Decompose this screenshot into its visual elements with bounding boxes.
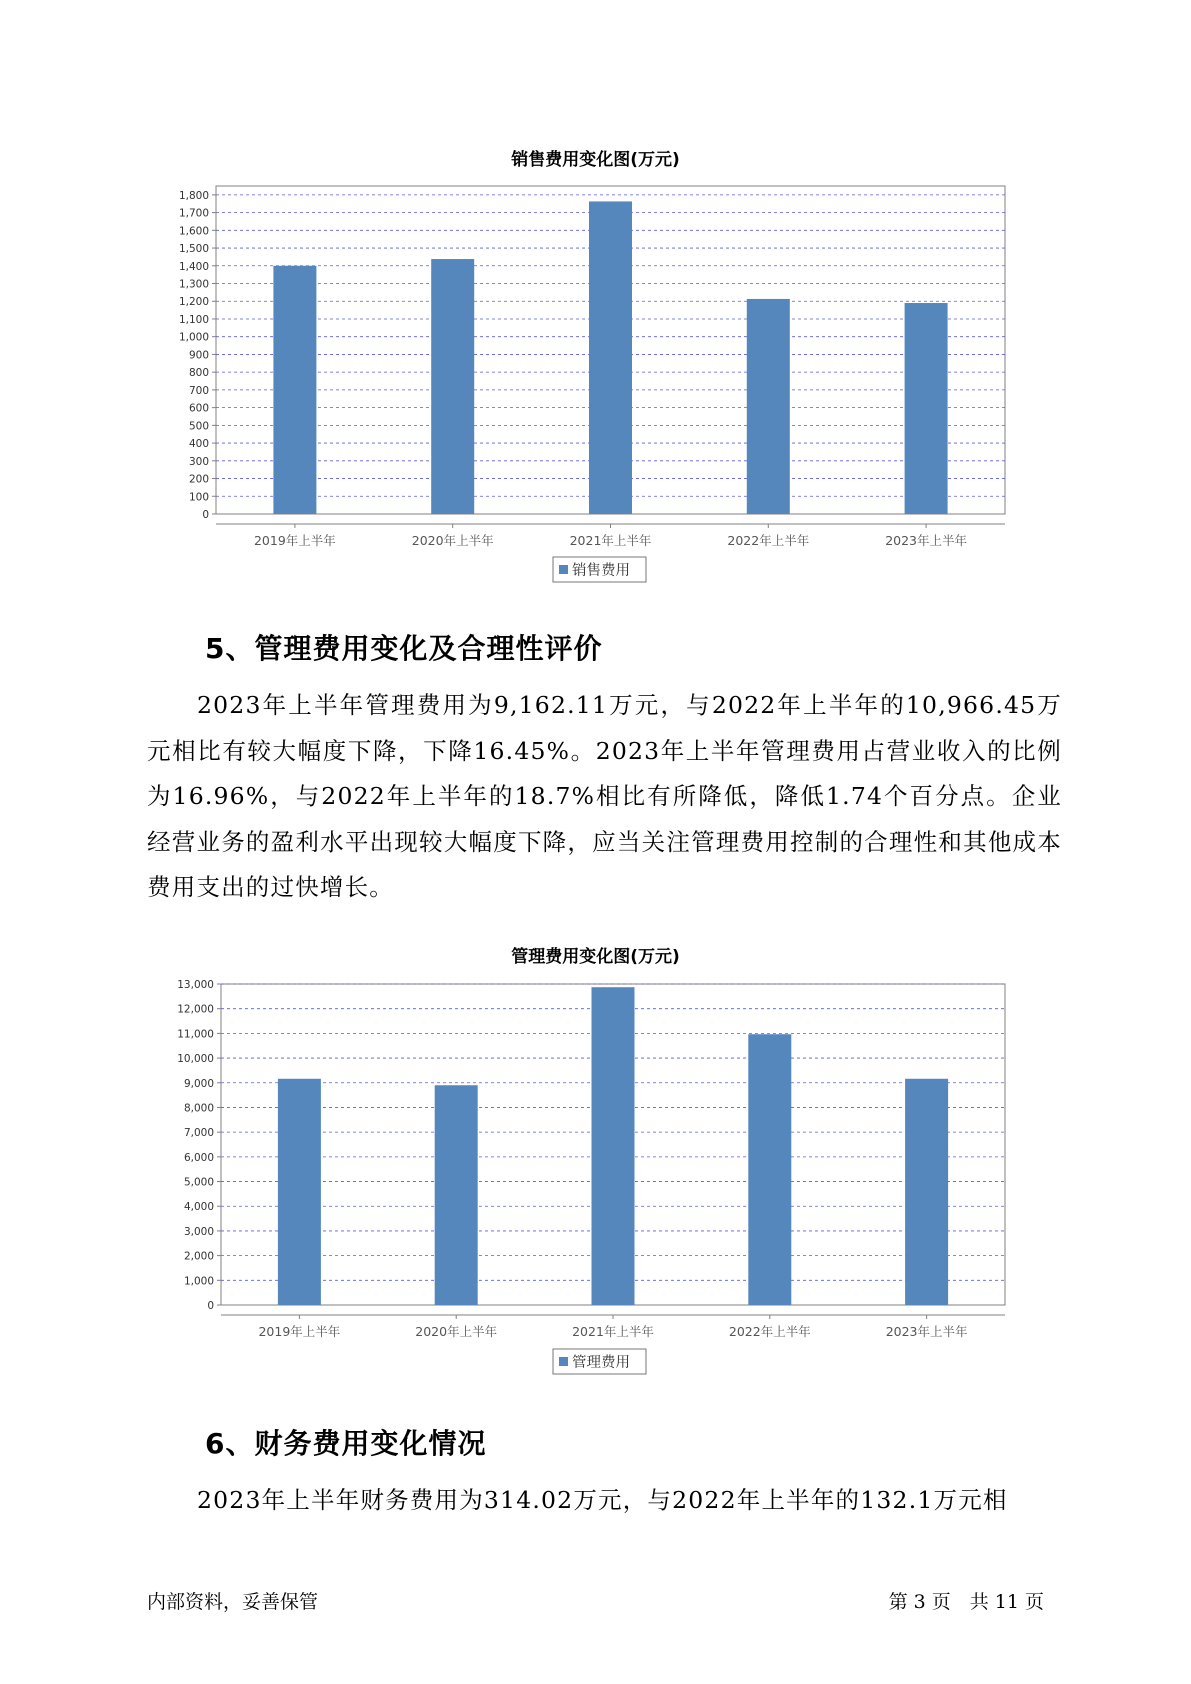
x-tick-label: 2022年上半年 bbox=[728, 1324, 811, 1339]
x-tick-label: 2019年上半年 bbox=[258, 1324, 341, 1339]
y-tick-label: 200 bbox=[188, 473, 209, 486]
y-tick-label: 600 bbox=[188, 402, 209, 415]
y-tick-label: 800 bbox=[188, 367, 209, 380]
legend-swatch bbox=[559, 1357, 568, 1366]
x-tick-label: 2020年上半年 bbox=[411, 533, 494, 548]
y-tick-label: 2,000 bbox=[183, 1250, 214, 1263]
y-tick-label: 12,000 bbox=[177, 1003, 214, 1016]
y-tick-label: 100 bbox=[188, 491, 209, 504]
bar-2019年上半年 bbox=[278, 1079, 321, 1305]
y-tick-label: 1,200 bbox=[178, 296, 209, 309]
bar-2020年上半年 bbox=[435, 1085, 478, 1305]
y-tick-label: 1,400 bbox=[178, 260, 209, 273]
y-tick-label: 1,100 bbox=[178, 313, 209, 326]
section-5-heading: 5、管理费用变化及合理性评价 bbox=[205, 632, 603, 665]
y-tick-label: 1,000 bbox=[183, 1275, 214, 1288]
x-tick-label: 2023年上半年 bbox=[885, 533, 968, 548]
y-tick-label: 700 bbox=[188, 384, 209, 397]
y-tick-label: 1,300 bbox=[178, 278, 209, 291]
x-tick-label: 2021年上半年 bbox=[569, 533, 652, 548]
bar-2022年上半年 bbox=[747, 299, 790, 514]
section-6-heading: 6、财务费用变化情况 bbox=[205, 1427, 487, 1460]
y-tick-label: 4,000 bbox=[183, 1201, 214, 1214]
section-6-paragraph: 2023年上半年财务费用为314.02万元，与2022年上半年的132.1万元相 bbox=[197, 1486, 1008, 1514]
footer-confidential: 内部资料，妥善保管 bbox=[147, 1591, 319, 1613]
section-5-paragraph: 2023年上半年管理费用为9,162.11万元，与2022年上半年的10,966.45万元相比有较大幅度下降，下降16.45%。2023年上半年管理费用占营业收入的比例为16.96%，与2022年上半年的18.7%相比有所降低，降低1.74个百分点。企业经营业务的盈利水平出现较大幅度下降，应当关注管理费用控制的合理性和其他成本费用支出的过快增长。 bbox=[147, 691, 1062, 901]
y-tick-label: 13,000 bbox=[177, 979, 214, 991]
x-tick-label: 2022年上半年 bbox=[727, 533, 810, 548]
admin-expense-chart bbox=[0, 960, 1191, 1400]
y-tick-label: 1,700 bbox=[178, 207, 209, 220]
y-tick-label: 300 bbox=[188, 455, 209, 468]
x-tick-label: 2021年上半年 bbox=[572, 1324, 654, 1339]
bar-2019年上半年 bbox=[273, 266, 316, 514]
footer-page-number: 第 3 页 共 11 页 bbox=[888, 1591, 1044, 1613]
bar-2021年上半年 bbox=[589, 201, 632, 514]
y-tick-label: 0 bbox=[207, 1300, 214, 1312]
y-tick-label: 6,000 bbox=[183, 1151, 214, 1164]
y-tick-label: 11,000 bbox=[177, 1028, 214, 1041]
y-tick-label: 400 bbox=[188, 438, 209, 451]
bar-2022年上半年 bbox=[748, 1034, 791, 1305]
y-tick-label: 1,800 bbox=[178, 189, 209, 202]
y-tick-label: 9,000 bbox=[183, 1077, 214, 1090]
y-tick-label: 1,500 bbox=[178, 243, 209, 256]
y-tick-label: 3,000 bbox=[183, 1225, 214, 1238]
legend-label: 管理费用 bbox=[572, 1355, 630, 1371]
y-tick-label: 10,000 bbox=[177, 1053, 214, 1066]
y-tick-label: 500 bbox=[188, 420, 209, 433]
y-tick-label: 5,000 bbox=[183, 1176, 214, 1189]
y-tick-label: 8,000 bbox=[183, 1102, 214, 1115]
x-tick-label: 2019年上半年 bbox=[253, 533, 336, 548]
y-tick-label: 0 bbox=[202, 509, 209, 521]
bar-2020年上半年 bbox=[431, 259, 474, 514]
x-tick-label: 2023年上半年 bbox=[885, 1324, 968, 1339]
sales-expense-chart bbox=[0, 0, 1191, 600]
bar-2023年上半年 bbox=[905, 303, 948, 514]
bar-2021年上半年 bbox=[592, 987, 635, 1305]
chart-title-sales: 销售费用变化图(万元) bbox=[511, 150, 680, 170]
legend-swatch bbox=[559, 565, 568, 574]
legend-label: 销售费用 bbox=[572, 563, 630, 579]
y-tick-label: 1,000 bbox=[178, 331, 209, 344]
y-tick-label: 7,000 bbox=[183, 1127, 214, 1140]
x-tick-label: 2020年上半年 bbox=[415, 1324, 498, 1339]
y-tick-label: 900 bbox=[188, 349, 209, 362]
bar-2023年上半年 bbox=[905, 1079, 948, 1305]
chart-title-admin: 管理费用变化图(万元) bbox=[511, 947, 680, 967]
y-tick-label: 1,600 bbox=[178, 225, 209, 238]
